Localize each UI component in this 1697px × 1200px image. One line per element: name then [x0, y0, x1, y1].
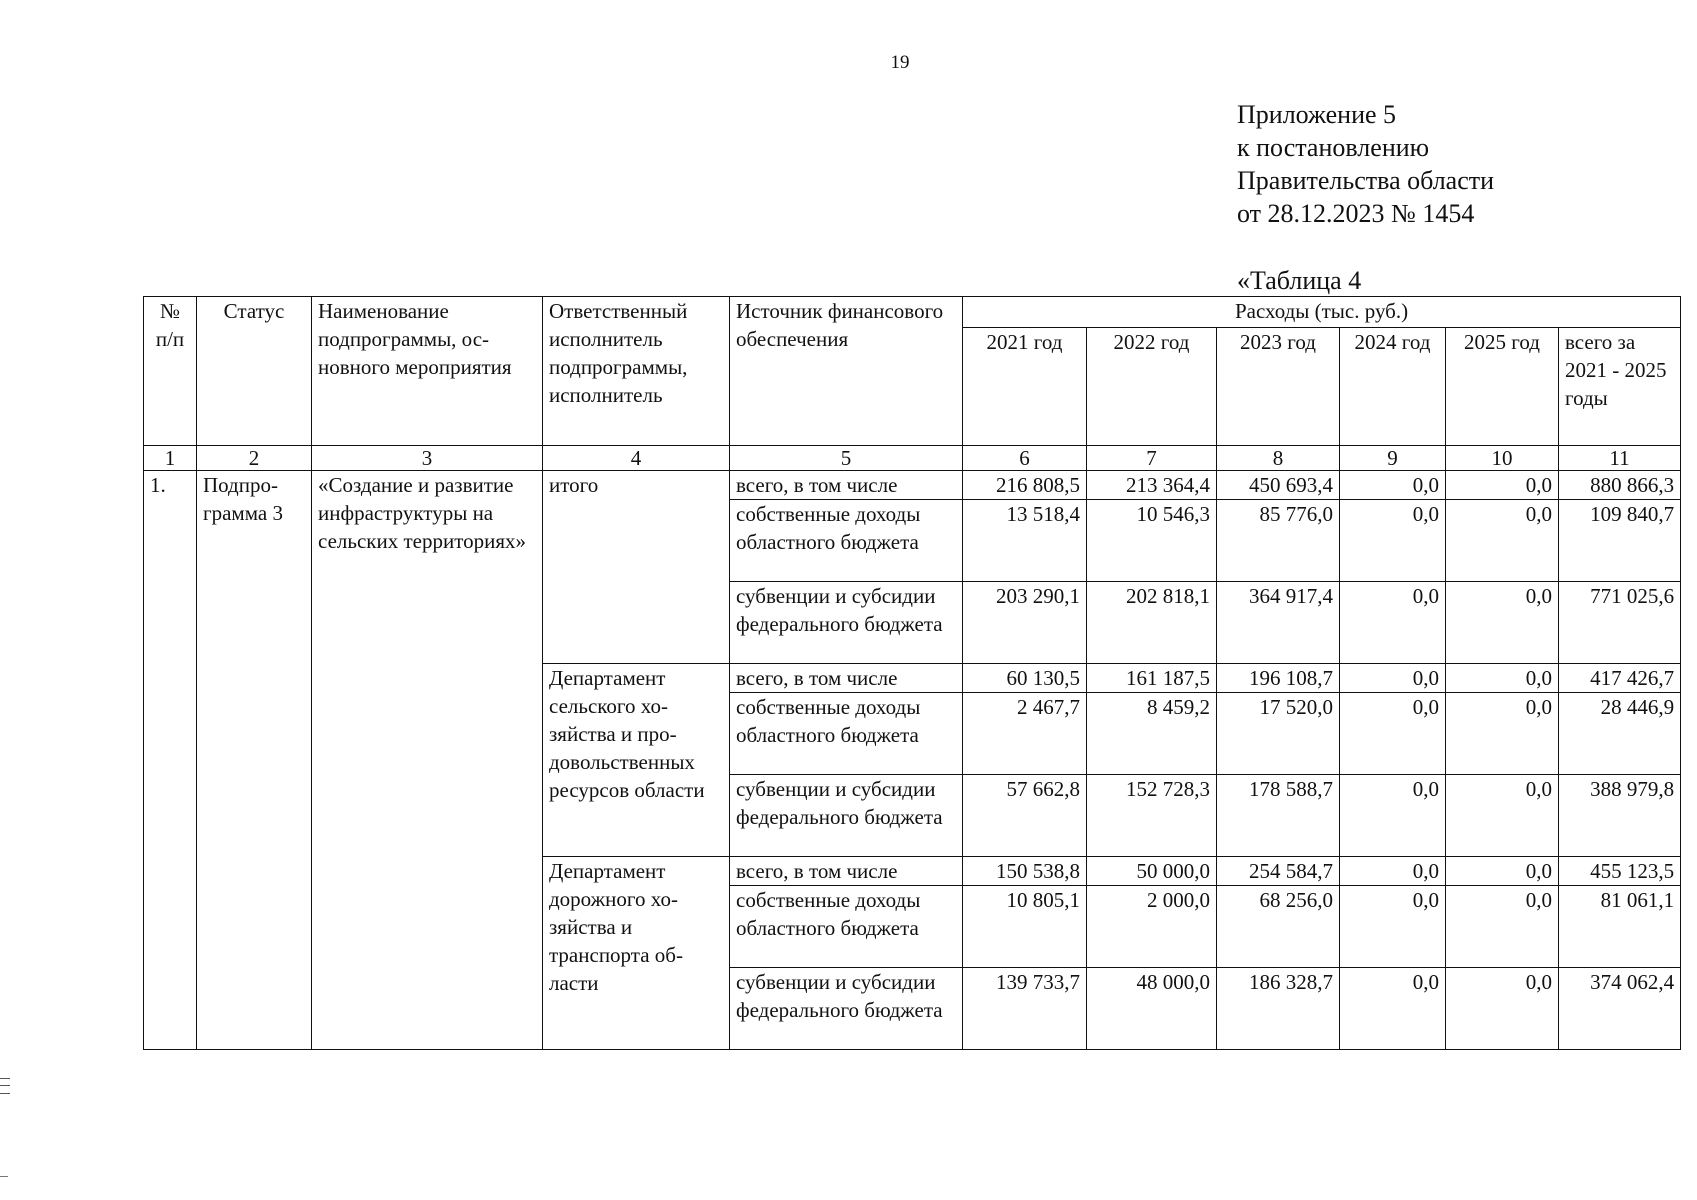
- header-total: всего за 2021 - 2025 годы: [1559, 328, 1681, 446]
- column-number: 6: [963, 446, 1087, 471]
- value-cell: 0,0: [1446, 857, 1559, 886]
- value-cell: 13 518,4: [963, 500, 1087, 582]
- value-cell: 152 728,3: [1087, 775, 1217, 857]
- total-cell: 771 025,6: [1559, 582, 1681, 664]
- column-number: 2: [197, 446, 312, 471]
- source-cell: собственные доходы областного бюджета: [730, 886, 963, 968]
- source-cell: субвенции и субсидии федерального бюджета: [730, 968, 963, 1050]
- column-number: 8: [1217, 446, 1340, 471]
- column-number: 10: [1446, 446, 1559, 471]
- value-cell: 0,0: [1340, 664, 1446, 693]
- executor-cell: Департамент сельского хозяйства и продовольственных ресурсов области: [543, 664, 730, 857]
- value-cell: 203 290,1: [963, 582, 1087, 664]
- value-cell: 50 000,0: [1087, 857, 1217, 886]
- source-cell: всего, в том числе: [730, 857, 963, 886]
- header-year: 2021 год: [963, 328, 1087, 446]
- value-cell: 0,0: [1340, 968, 1446, 1050]
- value-cell: 10 546,3: [1087, 500, 1217, 582]
- value-cell: 0,0: [1446, 968, 1559, 1050]
- source-cell: субвенции и субсидии федерального бюджета: [730, 582, 963, 664]
- header-executor: Ответственный исполнитель подпрограммы, исполнитель: [543, 297, 730, 446]
- value-cell: 0,0: [1446, 775, 1559, 857]
- appendix-line: к постановлению: [1237, 133, 1430, 162]
- value-cell: 2 000,0: [1087, 886, 1217, 968]
- total-cell: 81 061,1: [1559, 886, 1681, 968]
- column-number: 5: [730, 446, 963, 471]
- program-name: «Создание и развитие инфраструктуры на сельских территориях»: [312, 471, 543, 1050]
- page-number: 19: [890, 52, 910, 73]
- value-cell: 216 808,5: [963, 471, 1087, 500]
- total-cell: 28 446,9: [1559, 693, 1681, 775]
- header-row: [144, 297, 1681, 328]
- value-cell: 0,0: [1340, 886, 1446, 968]
- value-cell: 0,0: [1446, 664, 1559, 693]
- appendix-line: Правительства области: [1237, 166, 1495, 195]
- column-number: 1: [144, 446, 197, 471]
- column-number: 3: [312, 446, 543, 471]
- value-cell: 178 588,7: [1217, 775, 1340, 857]
- value-cell: 139 733,7: [963, 968, 1087, 1050]
- column-number-row: [144, 446, 1681, 471]
- header-year: 2022 год: [1087, 328, 1217, 446]
- header-year: 2023 год: [1217, 328, 1340, 446]
- executor-cell: Департамент дорожного хозяйства и транспорта области: [543, 857, 730, 1050]
- value-cell: 0,0: [1446, 500, 1559, 582]
- value-cell: 0,0: [1340, 693, 1446, 775]
- value-cell: 213 364,4: [1087, 471, 1217, 500]
- source-cell: всего, в том числе: [730, 471, 963, 500]
- header-name: Наименование подпрограммы, основного мероприятия: [312, 297, 543, 446]
- header-source: Источник финансового обеспечения: [730, 297, 963, 446]
- value-cell: 364 917,4: [1217, 582, 1340, 664]
- value-cell: 60 130,5: [963, 664, 1087, 693]
- value-cell: 0,0: [1340, 775, 1446, 857]
- column-number: 4: [543, 446, 730, 471]
- value-cell: 0,0: [1340, 857, 1446, 886]
- budget-table: [143, 296, 1681, 1050]
- value-cell: 48 000,0: [1087, 968, 1217, 1050]
- header-num: № п/п: [144, 297, 197, 446]
- value-cell: 196 108,7: [1217, 664, 1340, 693]
- header-status: Статус: [197, 297, 312, 446]
- source-cell: собственные доходы областного бюджета: [730, 693, 963, 775]
- appendix-line: Приложение 5: [1237, 100, 1397, 129]
- value-cell: 450 693,4: [1217, 471, 1340, 500]
- total-cell: 455 123,5: [1559, 857, 1681, 886]
- value-cell: 202 818,1: [1087, 582, 1217, 664]
- source-cell: всего, в том числе: [730, 664, 963, 693]
- program-num: 1.: [144, 471, 197, 1050]
- value-cell: 254 584,7: [1217, 857, 1340, 886]
- header-year: 2025 год: [1446, 328, 1559, 446]
- total-cell: 388 979,8: [1559, 775, 1681, 857]
- table-row: [144, 471, 1681, 500]
- total-cell: 374 062,4: [1559, 968, 1681, 1050]
- appendix-line: от 28.12.2023 № 1454: [1237, 199, 1475, 228]
- value-cell: 17 520,0: [1217, 693, 1340, 775]
- value-cell: 0,0: [1446, 471, 1559, 500]
- value-cell: 0,0: [1446, 886, 1559, 968]
- source-cell: субвенции и субсидии федерального бюджета: [730, 775, 963, 857]
- value-cell: 2 467,7: [963, 693, 1087, 775]
- source-cell: собственные доходы областного бюджета: [730, 500, 963, 582]
- value-cell: 150 538,8: [963, 857, 1087, 886]
- total-cell: 109 840,7: [1559, 500, 1681, 582]
- column-number: 11: [1559, 446, 1681, 471]
- table-body: [144, 471, 1681, 1050]
- program-status: Подпрограмма 3: [197, 471, 312, 1050]
- appendix-block: [1237, 98, 1494, 230]
- value-cell: 0,0: [1340, 500, 1446, 582]
- value-cell: 8 459,2: [1087, 693, 1217, 775]
- header-expenses: Расходы (тыс. руб.): [963, 297, 1681, 328]
- value-cell: 0,0: [1446, 693, 1559, 775]
- value-cell: 57 662,8: [963, 775, 1087, 857]
- value-cell: 186 328,7: [1217, 968, 1340, 1050]
- value-cell: 161 187,5: [1087, 664, 1217, 693]
- value-cell: 85 776,0: [1217, 500, 1340, 582]
- column-number: 7: [1087, 446, 1217, 471]
- value-cell: 0,0: [1340, 471, 1446, 500]
- table-caption: «Таблица 4: [1237, 266, 1362, 295]
- total-cell: 417 426,7: [1559, 664, 1681, 693]
- margin-mark: [0, 1176, 8, 1177]
- value-cell: 10 805,1: [963, 886, 1087, 968]
- value-cell: 0,0: [1340, 582, 1446, 664]
- column-number: 9: [1340, 446, 1446, 471]
- value-cell: 0,0: [1446, 582, 1559, 664]
- executor-cell: итого: [543, 471, 730, 664]
- value-cell: 68 256,0: [1217, 886, 1340, 968]
- margin-mark: [0, 1078, 10, 1094]
- total-cell: 880 866,3: [1559, 471, 1681, 500]
- header-year: 2024 год: [1340, 328, 1446, 446]
